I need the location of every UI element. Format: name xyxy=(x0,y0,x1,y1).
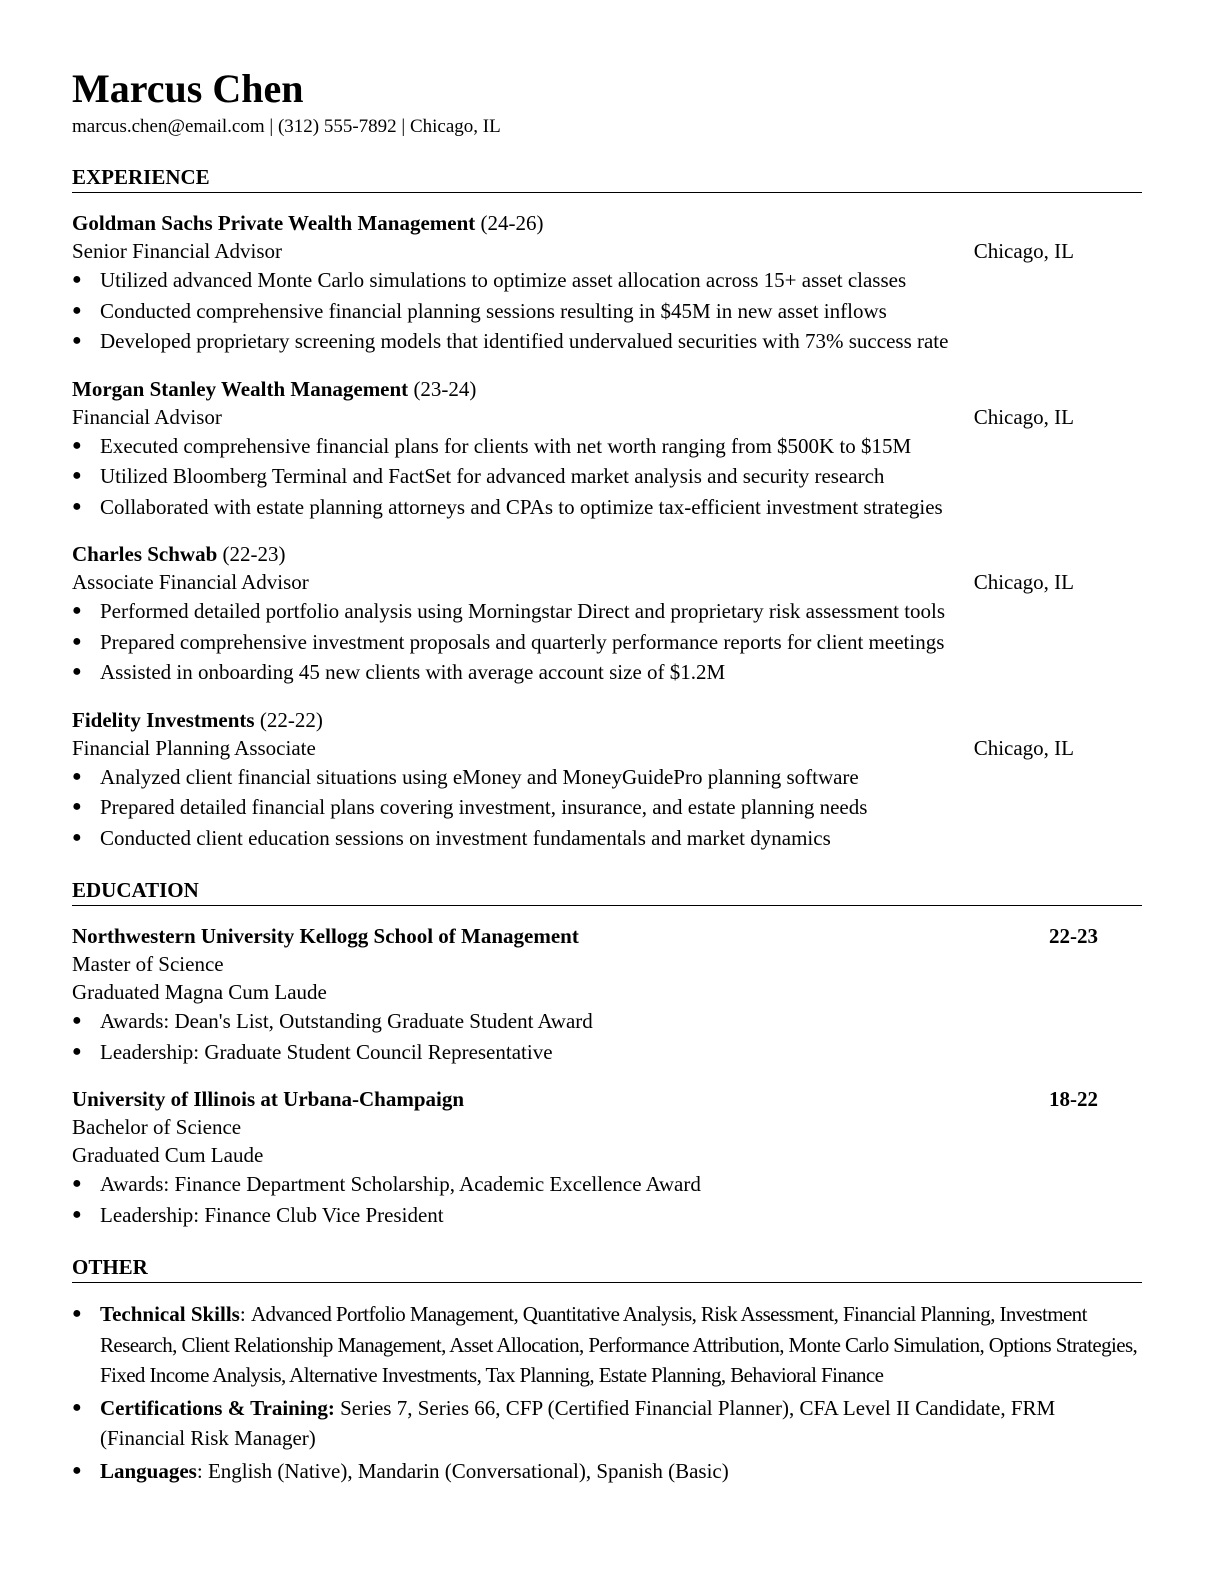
honors: Graduated Magna Cum Laude xyxy=(72,980,327,1004)
bullet-item: ● Leadership: Graduate Student Council Representative xyxy=(72,1037,1142,1068)
section-title-other: OTHER xyxy=(72,1254,1142,1283)
bullet-list xyxy=(72,431,1142,523)
item-text: Series 7, Series 66, CFP (Certified Financial Planner), CFA Level II Candidate, FRM (Financial Risk Manager) xyxy=(100,1395,1056,1450)
bullet-list xyxy=(72,1006,1142,1067)
bullet-item: ● Awards: Dean's List, Outstanding Graduate Student Award xyxy=(72,1006,1142,1037)
bullet-item: ● Prepared detailed financial plans covering investment, insurance, and estate planning needs xyxy=(72,792,1142,823)
bullet-item: ● Utilized Bloomberg Terminal and FactSet for advanced market analysis and security research xyxy=(72,461,1142,492)
education-section xyxy=(72,877,1142,1230)
job-location: Chicago, IL xyxy=(973,570,1074,594)
other-section xyxy=(72,1254,1142,1486)
school-name: University of Illinois at Urbana-Champaign xyxy=(72,1087,465,1111)
employment-dates: (23-24) xyxy=(413,376,477,401)
bullet-list xyxy=(72,762,1142,854)
bullet-list xyxy=(72,265,1142,357)
education-dates: 18-22 xyxy=(1049,1087,1098,1111)
job-title: Associate Financial Advisor xyxy=(72,570,309,594)
experience-section xyxy=(72,164,1142,853)
employment-dates: (24-26) xyxy=(480,211,544,235)
experience-entry xyxy=(72,209,1142,357)
other-item-technical-skills: ● Technical Skills: Advanced Portfolio Management, Quantitative Analysis, Risk Assessment, Financial Planning, Investment Research, Client Relationship Management, Asset Allocation, Performance Attribution, Monte Carlo Simulation, Options Strategies, Fixed Income Analysis, Alternative Investments, Tax Planning, Estate Planning, Behavioral Finance xyxy=(72,1299,1142,1391)
resume-page xyxy=(72,64,1142,1486)
bullet-item: ● Conducted client education sessions on investment fundamentals and market dynamics xyxy=(72,823,1142,854)
experience-entry xyxy=(72,375,1142,523)
job-location: Chicago, IL xyxy=(973,404,1074,429)
section-title-education: EDUCATION xyxy=(72,877,1142,906)
degree: Bachelor of Science xyxy=(72,1115,242,1139)
employment-dates: (22-22) xyxy=(259,707,323,732)
job-title: Financial Planning Associate xyxy=(72,735,316,760)
experience-entry xyxy=(72,540,1142,688)
bullet-item: ● Conducted comprehensive financial planning sessions resulting in $45M in new asset inflows xyxy=(72,296,1142,327)
experience-entry xyxy=(72,706,1142,854)
job-location: Chicago, IL xyxy=(973,239,1074,263)
job-title: Financial Advisor xyxy=(72,404,222,429)
education-dates: 22-23 xyxy=(1049,924,1098,948)
bullet-item: ● Analyzed client financial situations using eMoney and MoneyGuidePro planning software xyxy=(72,762,1142,793)
bullet-item: ● Assisted in onboarding 45 new clients with average account size of $1.2M xyxy=(72,657,1142,688)
degree: Master of Science xyxy=(72,952,224,976)
bullet-item: ● Collaborated with estate planning attorneys and CPAs to optimize tax-efficient investment strategies xyxy=(72,492,1142,523)
education-entry xyxy=(72,922,1142,1067)
honors: Graduated Cum Laude xyxy=(72,1143,264,1167)
bullet-item: ● Performed detailed portfolio analysis using Morningstar Direct and proprietary risk assessment tools xyxy=(72,596,1142,627)
other-item-languages: ● Languages: English (Native), Mandarin (Conversational), Spanish (Basic) xyxy=(72,1456,1142,1487)
contact-line: marcus.chen@email.com | (312) 555-7892 | Chicago, IL xyxy=(72,116,501,137)
company-name: Charles Schwab xyxy=(72,542,218,566)
company-name: Goldman Sachs Private Wealth Management xyxy=(72,211,476,235)
job-location: Chicago, IL xyxy=(973,735,1074,760)
bullet-item: ● Executed comprehensive financial plans for clients with net worth ranging from $500K to $15M xyxy=(72,431,1142,462)
company-name: Morgan Stanley Wealth Management xyxy=(72,376,409,401)
bullet-list xyxy=(72,596,1142,688)
item-label: Languages xyxy=(100,1458,197,1483)
job-title: Senior Financial Advisor xyxy=(72,239,282,263)
section-title-experience: EXPERIENCE xyxy=(72,164,1142,193)
company-name: Fidelity Investments xyxy=(72,707,255,732)
candidate-name: Marcus Chen xyxy=(72,66,304,111)
education-entry xyxy=(72,1085,1142,1230)
employment-dates: (22-23) xyxy=(222,542,286,566)
bullet-list xyxy=(72,1169,1142,1230)
item-label: Technical Skills xyxy=(100,1302,240,1326)
bullet-item: ● Prepared comprehensive investment proposals and quarterly performance reports for client meetings xyxy=(72,627,1142,658)
bullet-item: ● Leadership: Finance Club Vice President xyxy=(72,1200,1142,1231)
bullet-item: ● Utilized advanced Monte Carlo simulations to optimize asset allocation across 15+ asset classes xyxy=(72,265,1142,296)
bullet-item: ● Developed proprietary screening models that identified undervalued securities with 73% success rate xyxy=(72,326,1142,357)
item-text: Advanced Portfolio Management, Quantitative Analysis, Risk Assessment, Financial Planning, Investment Research, Client Relationship Management, Asset Allocation, Performance Attribution, Monte Carlo Simulation, Options Strategies, Fixed Income Analysis, Alternative Investments, Tax Planning, Estate Planning, Behavioral Finance xyxy=(100,1302,1138,1387)
school-name: Northwestern University Kellogg School of Management xyxy=(72,924,579,948)
other-list xyxy=(72,1299,1142,1486)
other-item-certifications xyxy=(72,1393,1142,1454)
bullet-item: ● Awards: Finance Department Scholarship, Academic Excellence Award xyxy=(72,1169,1142,1200)
item-text: English (Native), Mandarin (Conversational), Spanish (Basic) xyxy=(207,1458,729,1483)
item-label: Certifications & Training: xyxy=(100,1395,335,1420)
